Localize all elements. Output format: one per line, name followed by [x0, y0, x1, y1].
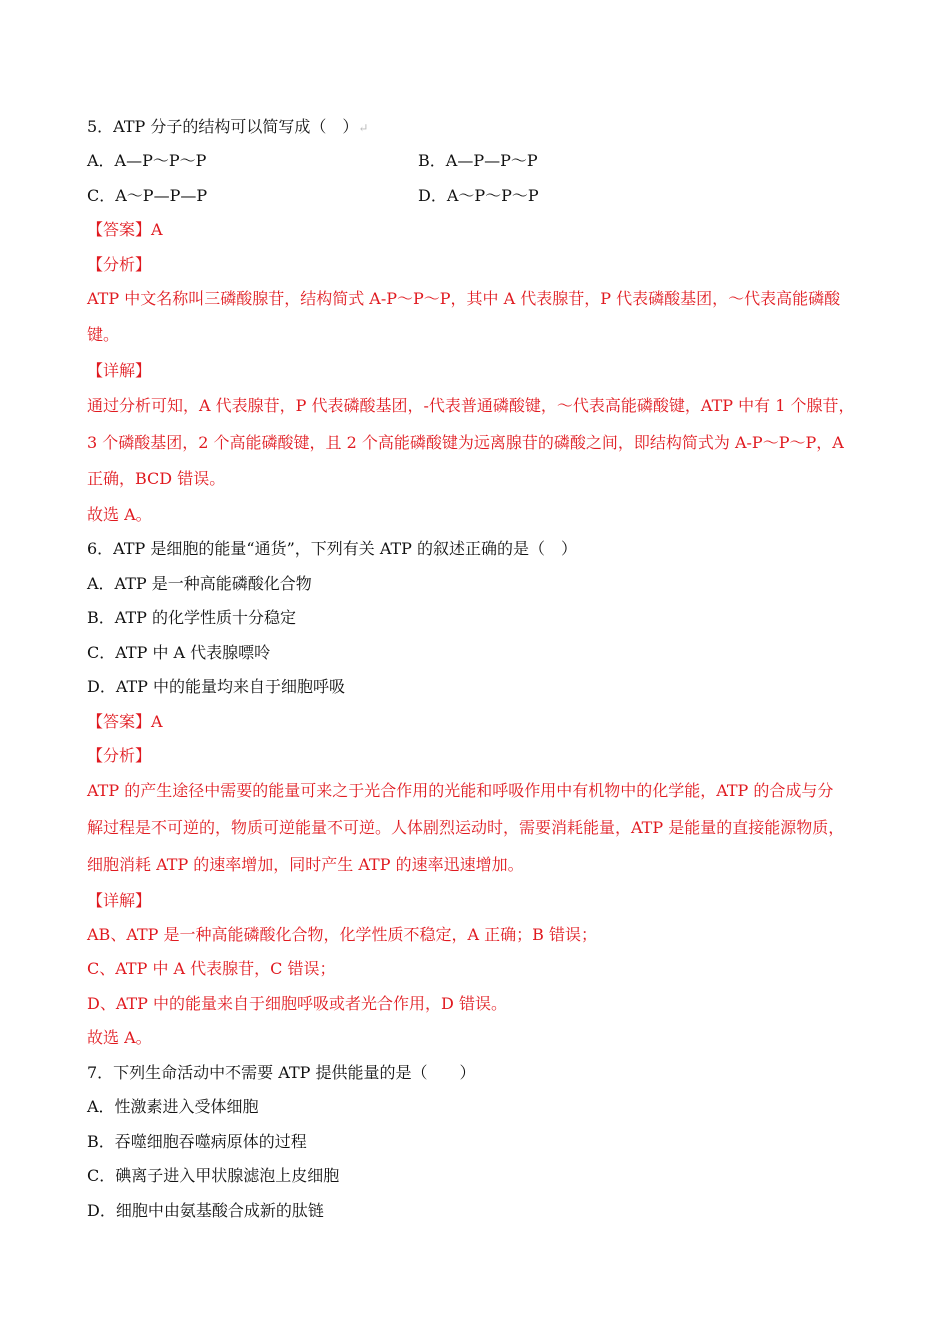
q5-stem: 5．ATP 分子的结构可以简写成（ ）↵ — [87, 117, 369, 136]
q5-analysis-line: 键。 — [87, 325, 120, 344]
q6-conclusion: 故选 A。 — [87, 1028, 152, 1047]
q6-option-c: C．ATP 中 A 代表腺嘌呤 — [87, 643, 271, 662]
q5-detail-line: 正确，BCD 错误。 — [87, 469, 226, 488]
q6-detail-line: AB、ATP 是一种高能磷酸化合物，化学性质不稳定，A 正确；B 错误； — [87, 925, 598, 944]
q6-detail-line: D、ATP 中的能量来自于细胞呼吸或者光合作用，D 错误。 — [87, 994, 507, 1013]
q7-option-b: B．吞噬细胞吞噬病原体的过程 — [87, 1132, 307, 1151]
q6-analysis-label: 【分析】 — [87, 746, 152, 765]
q6-analysis-line: 解过程是不可逆的，物质可逆能量不可逆。人体剧烈运动时，需要消耗能量，ATP 是能量的直接能源物质， — [87, 818, 845, 837]
q7-stem: 7．下列生命活动中不需要 ATP 提供能量的是（ ） — [87, 1063, 476, 1082]
q6-stem: 6．ATP 是细胞的能量“通货”，下列有关 ATP 的叙述正确的是（ ） — [87, 539, 578, 558]
q6-option-d: D．ATP 中的能量均来自于细胞呼吸 — [87, 677, 346, 696]
q5-answer: 【答案】A — [87, 220, 163, 239]
q6-detail-label: 【详解】 — [87, 891, 152, 910]
q7-option-d: D．细胞中由氨基酸合成新的肽链 — [87, 1201, 324, 1220]
q5-detail-label: 【详解】 — [87, 361, 152, 380]
q6-answer: 【答案】A — [87, 712, 163, 731]
q6-detail-line: C、ATP 中 A 代表腺苷，C 错误； — [87, 959, 336, 978]
q7-option-c: C．碘离子进入甲状腺滤泡上皮细胞 — [87, 1166, 340, 1185]
q6-option-b: B．ATP 的化学性质十分稳定 — [87, 608, 296, 627]
q7-option-a: A．性激素进入受体细胞 — [87, 1097, 259, 1116]
q6-option-a: A．ATP 是一种高能磷酸化合物 — [87, 574, 312, 593]
q5-analysis-line: ATP 中文名称叫三磷酸腺苷，结构简式 A-P～P～P，其中 A 代表腺苷，P 代表磷酸基团，～代表高能磷酸 — [87, 289, 841, 308]
q5-option-b: B．A—P—P～P — [418, 151, 538, 170]
q5-conclusion: 故选 A。 — [87, 505, 152, 524]
q6-analysis-line: ATP 的产生途径中需要的能量可来之于光合作用的光能和呼吸作用中有机物中的化学能，ATP 的合成与分 — [87, 781, 834, 800]
q5-option-d: D．A～P～P～P — [418, 186, 539, 205]
q6-analysis-line: 细胞消耗 ATP 的速率增加，同时产生 ATP 的速率迅速增加。 — [87, 855, 524, 874]
q5-analysis-label: 【分析】 — [87, 255, 152, 274]
q5-option-a: A．A—P～P～P — [87, 151, 207, 170]
q5-detail-line: 3 个磷酸基团，2 个高能磷酸键，且 2 个高能磷酸键为远离腺苷的磷酸之间，即结构简式为 A-P～P～P，A — [87, 433, 844, 452]
q5-detail-line: 通过分析可知，A 代表腺苷，P 代表磷酸基团，-代表普通磷酸键，～代表高能磷酸键，ATP 中有 1 个腺苷， — [87, 396, 855, 415]
q5-option-c: C．A～P—P—P — [87, 186, 208, 205]
